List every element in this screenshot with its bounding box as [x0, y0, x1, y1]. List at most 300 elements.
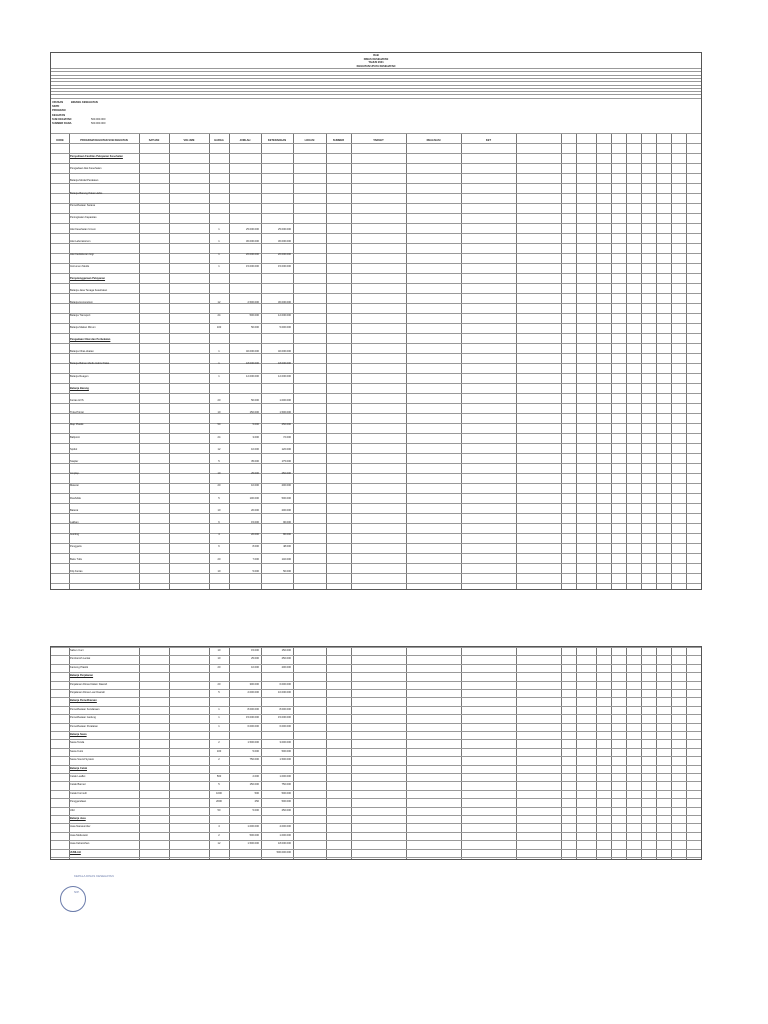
row-total: 175.000	[281, 460, 291, 463]
row-description: Belanja Sewa	[70, 733, 87, 736]
row-volume: 1	[218, 228, 220, 232]
row-description: Tinta Printer	[70, 411, 85, 415]
header-line: KEGIATAN UPAYA KESEHATAN	[356, 64, 396, 68]
row-divider	[51, 563, 701, 564]
row-description: Cetak Banner	[70, 783, 86, 787]
row-price: 7.000	[252, 557, 259, 561]
row-volume: 1	[218, 240, 220, 244]
row-description: Alat Kedokteran Gigi	[70, 252, 94, 256]
signature-line: NIP.	[74, 890, 80, 894]
row-volume: 10	[217, 472, 221, 476]
row-description: Jasa Narasumber	[70, 825, 91, 829]
row-divider	[51, 513, 701, 514]
row-divider	[51, 163, 701, 164]
row-volume: 1	[218, 374, 220, 378]
row-price: 15.000	[251, 521, 259, 524]
row-price: 8.000.000	[247, 707, 259, 711]
row-description: Gunting	[70, 533, 80, 537]
row-price: 25.000.000	[246, 228, 259, 232]
row-divider	[51, 75, 701, 76]
column-header: TARGET	[373, 139, 384, 142]
row-price: 5.000	[252, 749, 259, 753]
row-price: 15.000.000	[246, 264, 259, 268]
row-total: 750.000	[281, 783, 291, 787]
row-description: Amplop	[70, 472, 79, 476]
row-volume: 10	[217, 649, 221, 652]
row-divider	[51, 91, 701, 92]
row-price: 100.000	[249, 496, 259, 500]
row-divider	[51, 263, 701, 264]
row-description: Pemeliharaan Kendaraan	[70, 707, 100, 711]
row-description: Belanja Reagen	[70, 374, 89, 378]
row-description: Belanja Bahan Medis Habis Pakai	[70, 362, 110, 366]
row-description: Penyelenggaraan Pelayanan	[70, 277, 106, 280]
header-line: RAB	[373, 54, 379, 57]
row-total: 80.000	[283, 533, 291, 537]
row-total: 30.000.000	[278, 240, 291, 244]
row-price: 15.000.000	[246, 716, 259, 720]
row-total: 250.000	[281, 423, 291, 427]
row-divider	[51, 413, 701, 414]
row-price: 5.000	[252, 569, 259, 573]
row-total: 500.000	[281, 749, 291, 753]
row-divider	[51, 213, 701, 214]
row-divider	[51, 183, 701, 184]
row-volume: 1	[218, 724, 220, 728]
row-divider	[51, 373, 701, 374]
row-divider	[51, 697, 701, 698]
row-price: 6.000.000	[247, 724, 259, 728]
row-volume: 20	[217, 665, 221, 669]
row-total: 90.000	[283, 521, 291, 524]
row-total: 18.000.000	[278, 842, 291, 846]
row-description: Belanja Honorarium	[70, 301, 93, 305]
row-divider	[51, 193, 701, 194]
row-description: Belanja Makan Minum	[70, 325, 96, 329]
row-price: 150.000	[249, 411, 259, 415]
meta-amount: 500.000.000	[91, 122, 106, 125]
column-divider	[686, 133, 687, 589]
row-price: 50.000	[251, 325, 259, 329]
column-divider	[351, 647, 352, 859]
row-total: 5.000.000	[279, 325, 291, 329]
row-total: 8.000.000	[279, 707, 291, 711]
row-price: 150.000	[249, 783, 259, 787]
row-price: 1.500.000	[247, 842, 259, 846]
row-price: 40.000.000	[246, 350, 259, 354]
row-description: Sewa Tenda	[70, 741, 85, 745]
row-volume: 1	[218, 252, 220, 256]
row-volume: 6	[218, 545, 220, 549]
row-price: 500	[254, 791, 259, 795]
row-description: Penggaris	[70, 545, 82, 549]
row-divider	[51, 543, 701, 544]
row-description: Klip Kertas	[70, 569, 83, 573]
row-description: Belanja Barang Pakai Habis	[70, 191, 103, 195]
row-description: Stapler	[70, 460, 79, 463]
row-total: 250.000	[281, 657, 291, 661]
header-line: DINAS KESEHATAN	[363, 57, 389, 61]
row-description: Belanja Barang	[70, 386, 89, 390]
row-price: 20.000.000	[246, 252, 259, 256]
row-divider	[51, 173, 701, 174]
row-volume: 5	[218, 783, 220, 787]
row-total: 200.000	[281, 665, 291, 669]
row-divider	[51, 85, 701, 86]
row-description: Belanja Jasa	[70, 817, 86, 820]
row-price: 20.000	[251, 508, 259, 512]
row-description: Belanja Jasa Tenaga Kesehatan	[70, 289, 108, 293]
row-volume: 50	[217, 423, 221, 427]
column-divider	[293, 647, 294, 859]
column-divider	[516, 647, 517, 859]
row-total: 15.000.000	[278, 716, 291, 720]
row-price: 3.000	[252, 435, 259, 439]
row-description: Belanja Modal Peralatan	[70, 179, 99, 183]
row-divider	[51, 463, 701, 464]
row-price: 2.000	[252, 775, 259, 778]
column-divider	[611, 133, 612, 589]
meta-label: SUMBER DANA	[52, 122, 72, 125]
row-total: 48.000	[283, 545, 291, 549]
row-total: 250.000	[281, 472, 291, 476]
row-total: 12.000.000	[278, 313, 291, 317]
column-divider	[626, 647, 627, 859]
row-divider	[51, 790, 701, 791]
row-divider	[51, 143, 701, 144]
row-divider	[51, 153, 701, 154]
row-total: 500.000.000	[276, 850, 291, 854]
row-divider	[51, 857, 701, 858]
row-total: 500.000	[281, 496, 291, 500]
row-divider	[51, 840, 701, 841]
column-divider	[576, 647, 577, 859]
row-description: Perjalanan Dinas Dalam Daerah	[70, 682, 108, 686]
row-divider	[51, 313, 701, 314]
row-description: Jasa Kebersihan	[70, 842, 90, 846]
column-header: KET	[485, 139, 492, 142]
row-total: 140.000	[281, 557, 291, 561]
row-divider	[51, 433, 701, 434]
row-description: Materai	[70, 484, 79, 488]
row-divider	[51, 493, 701, 494]
row-description: Jilid	[70, 808, 75, 812]
row-volume: 10	[217, 508, 221, 512]
row-divider	[51, 773, 701, 774]
row-divider	[51, 815, 701, 816]
row-volume: 12	[217, 842, 221, 846]
row-total: 4.000.000	[279, 825, 291, 829]
row-divider	[51, 756, 701, 757]
row-total: 6.000.000	[279, 682, 291, 686]
column-header: LOKASI	[304, 139, 315, 142]
column-header: HARGA	[214, 139, 224, 142]
row-divider	[51, 233, 701, 234]
row-total: 40.000.000	[278, 350, 291, 354]
row-divider	[51, 849, 701, 850]
row-divider	[51, 573, 701, 574]
row-total: 120.000	[281, 447, 291, 451]
row-divider	[51, 353, 701, 354]
row-divider	[51, 748, 701, 749]
row-total: 30.000.000	[278, 301, 291, 305]
column-header: REALISASI	[426, 139, 441, 142]
row-total: 3.000.000	[279, 741, 291, 745]
row-divider	[51, 283, 701, 284]
column-divider	[139, 647, 140, 859]
row-description: Sabun Cuci	[70, 649, 84, 652]
column-divider	[139, 133, 140, 589]
row-description: Penyediaan Fasilitas Pelayanan Kesehatan	[70, 155, 123, 158]
column-header: SATUAN	[148, 139, 160, 142]
row-volume: 50	[217, 808, 221, 812]
row-description: Pemeliharaan Peralatan	[70, 724, 98, 728]
column-divider	[641, 647, 642, 859]
row-total: 1.500.000	[279, 758, 291, 762]
row-volume: 24	[217, 313, 221, 317]
column-header: VOLUME	[183, 139, 195, 142]
row-divider	[51, 383, 701, 384]
row-divider	[51, 647, 701, 648]
row-price: 500.000	[249, 313, 259, 317]
row-volume: 1	[218, 350, 220, 354]
column-divider	[326, 133, 327, 589]
row-description: Belanja Pemeliharaan	[70, 699, 97, 703]
row-price: 50.000	[251, 399, 259, 402]
row-description: Flashdisk	[70, 496, 81, 500]
meta-label: SUB KEGIATAN	[52, 117, 72, 121]
row-divider	[51, 133, 701, 134]
row-price: 25.000	[251, 472, 259, 476]
row-divider	[51, 273, 701, 274]
meta-label: SKPD	[52, 105, 60, 109]
row-divider	[51, 672, 701, 673]
row-description: Map Plastik	[70, 423, 84, 427]
column-header: SUMBER	[332, 139, 345, 142]
row-divider	[51, 483, 701, 484]
row-divider	[51, 798, 701, 799]
row-total: 200.000	[281, 508, 291, 512]
signature-block	[60, 868, 170, 928]
row-price: 10.000	[251, 484, 259, 488]
row-description: Pemeliharaan Sarana	[70, 203, 96, 207]
row-volume: 20	[217, 484, 221, 488]
row-divider	[51, 714, 701, 715]
row-divider	[51, 363, 701, 364]
row-divider	[51, 403, 701, 404]
row-volume: 500	[216, 775, 222, 778]
row-volume: 12	[217, 447, 221, 451]
row-description: Penggandaan	[70, 800, 87, 804]
row-price: 20.000	[251, 533, 259, 537]
row-description: JUMLAH	[70, 850, 81, 854]
column-divider	[686, 647, 687, 859]
column-divider	[293, 133, 294, 589]
row-divider	[51, 739, 701, 740]
row-price: 1.500.000	[247, 741, 259, 745]
row-divider	[51, 781, 701, 782]
row-description: Ballpoint	[70, 435, 80, 439]
row-description: Alat Laboratorium	[70, 240, 91, 244]
row-divider	[51, 453, 701, 454]
row-price: 500.000	[249, 833, 259, 837]
row-divider	[51, 293, 701, 294]
row-description: Lakban	[70, 521, 79, 524]
row-total: 10.000.000	[278, 691, 291, 694]
row-total: 25.000.000	[278, 228, 291, 232]
row-divider	[51, 303, 701, 304]
row-divider	[51, 723, 701, 724]
column-divider	[516, 133, 517, 589]
row-divider	[51, 71, 701, 72]
row-price: 30.000.000	[246, 240, 259, 244]
row-price: 750.000	[249, 758, 259, 762]
row-volume: 6	[218, 521, 220, 524]
row-description: Cetak Formulir	[70, 791, 88, 795]
row-total: 150.000	[281, 649, 291, 652]
row-divider	[51, 731, 701, 732]
row-description: Pengadaan Obat dan Perbekalan	[70, 338, 111, 341]
column-divider	[169, 647, 170, 859]
row-volume: 5	[218, 496, 220, 500]
row-volume: 10	[217, 411, 221, 415]
row-volume: 2	[218, 758, 220, 762]
row-total: 6.000.000	[279, 724, 291, 728]
signature-lines	[74, 874, 114, 894]
column-divider	[561, 647, 562, 859]
row-volume: 100	[216, 749, 222, 753]
row-total: 18.000.000	[278, 362, 291, 366]
row-price: 35.000	[251, 460, 259, 463]
row-description: Pengadaan Alat Kesehatan	[70, 167, 102, 171]
row-volume: 12	[217, 301, 221, 305]
row-total: 15.000.000	[278, 264, 291, 268]
row-divider	[51, 243, 701, 244]
row-divider	[51, 88, 701, 89]
row-divider	[51, 823, 701, 824]
column-divider	[461, 647, 462, 859]
row-description: Kertas HVS	[70, 399, 84, 402]
row-price: 10.000	[251, 665, 259, 669]
signature-line: KEPALA DINAS KESEHATAN	[74, 874, 114, 878]
row-total: 12.000.000	[278, 374, 291, 378]
row-description: Pembersih Lantai	[70, 657, 91, 661]
column-divider	[596, 133, 597, 589]
row-total: 20.000.000	[278, 252, 291, 256]
row-description: Spidol	[70, 447, 78, 451]
row-volume: 20	[217, 682, 221, 686]
column-divider	[406, 647, 407, 859]
row-divider	[51, 664, 701, 665]
row-volume: 5	[218, 691, 220, 694]
row-price: 5.000	[252, 808, 259, 812]
row-volume: 20	[217, 557, 221, 561]
row-total: 200.000	[281, 484, 291, 488]
meta-label: URUSAN	[52, 101, 64, 104]
row-total: 500.000	[281, 791, 291, 795]
column-header: KETERANGAN	[267, 139, 287, 142]
row-total: 1.000.000	[279, 833, 291, 837]
row-description: Jasa Moderator	[70, 833, 89, 837]
row-divider	[51, 223, 701, 224]
row-volume: 1	[218, 362, 220, 366]
row-divider	[51, 681, 701, 682]
row-description: Belanja Obat-obatan	[70, 350, 94, 354]
row-divider	[51, 807, 701, 808]
row-description: Kantong Plastik	[70, 665, 89, 669]
column-divider	[626, 133, 627, 589]
row-price: 1.000.000	[247, 825, 259, 829]
row-total: 72.000	[283, 435, 291, 439]
row-description: Instrumen Medis	[70, 264, 90, 268]
row-volume: 5	[218, 460, 220, 463]
column-header: JUMLAH	[239, 139, 251, 142]
row-volume: 2	[218, 833, 220, 837]
column-divider	[656, 133, 657, 589]
row-volume: 24	[217, 435, 221, 439]
meta-label: PROGRAM	[52, 109, 66, 113]
column-divider	[351, 133, 352, 589]
row-description: Baterai	[70, 508, 79, 512]
column-divider	[671, 133, 672, 589]
row-volume: 2000	[216, 800, 222, 804]
row-divider	[51, 98, 701, 99]
column-header: KODE	[56, 139, 64, 142]
row-description: Pemeliharaan Gedung	[70, 716, 96, 720]
row-divider	[51, 203, 701, 204]
column-divider	[406, 133, 407, 589]
column-divider	[671, 647, 672, 859]
row-description: Belanja Cetak	[70, 766, 88, 770]
meta-label: KEGIATAN	[52, 113, 66, 117]
column-divider	[656, 647, 657, 859]
column-divider	[461, 133, 462, 589]
row-price: 250	[254, 800, 259, 804]
meta-sumber: BIDANG KESEHATAN	[71, 101, 98, 104]
row-price: 15.000	[251, 649, 259, 652]
row-price: 10.000	[251, 447, 259, 451]
row-total: 500.000	[281, 800, 291, 804]
document-page-1	[50, 52, 702, 590]
row-volume: 2	[218, 741, 220, 745]
row-description: Belanja Perjalanan	[70, 674, 94, 678]
row-description: Cetak Leaflet	[70, 775, 86, 778]
row-divider	[51, 655, 701, 656]
row-divider	[51, 765, 701, 766]
column-divider	[596, 647, 597, 859]
row-volume: 1	[218, 707, 220, 711]
row-description: Buku Tulis	[70, 557, 82, 561]
row-total: 50.000	[283, 569, 291, 573]
row-divider	[51, 503, 701, 504]
row-divider	[51, 253, 701, 254]
row-divider	[51, 689, 701, 690]
row-price: 8.000	[252, 545, 259, 549]
row-divider	[51, 94, 701, 95]
row-divider	[51, 553, 701, 554]
row-price: 18.000.000	[246, 362, 259, 366]
document-page-2	[50, 646, 702, 860]
row-description: Peningkatan Kapasitas	[70, 216, 97, 219]
row-price: 25.000	[251, 657, 259, 661]
column-divider	[611, 647, 612, 859]
row-description: Sewa Sound System	[70, 758, 95, 762]
row-description: Perjalanan Dinas Luar Daerah	[70, 691, 105, 694]
row-price: 2.500.000	[247, 301, 259, 305]
row-total: 1.500.000	[279, 411, 291, 415]
column-header: PROGRAM KEGIATAN SUB KEGIATAN	[80, 139, 128, 142]
header-line: TAHUN 2021	[368, 61, 384, 64]
